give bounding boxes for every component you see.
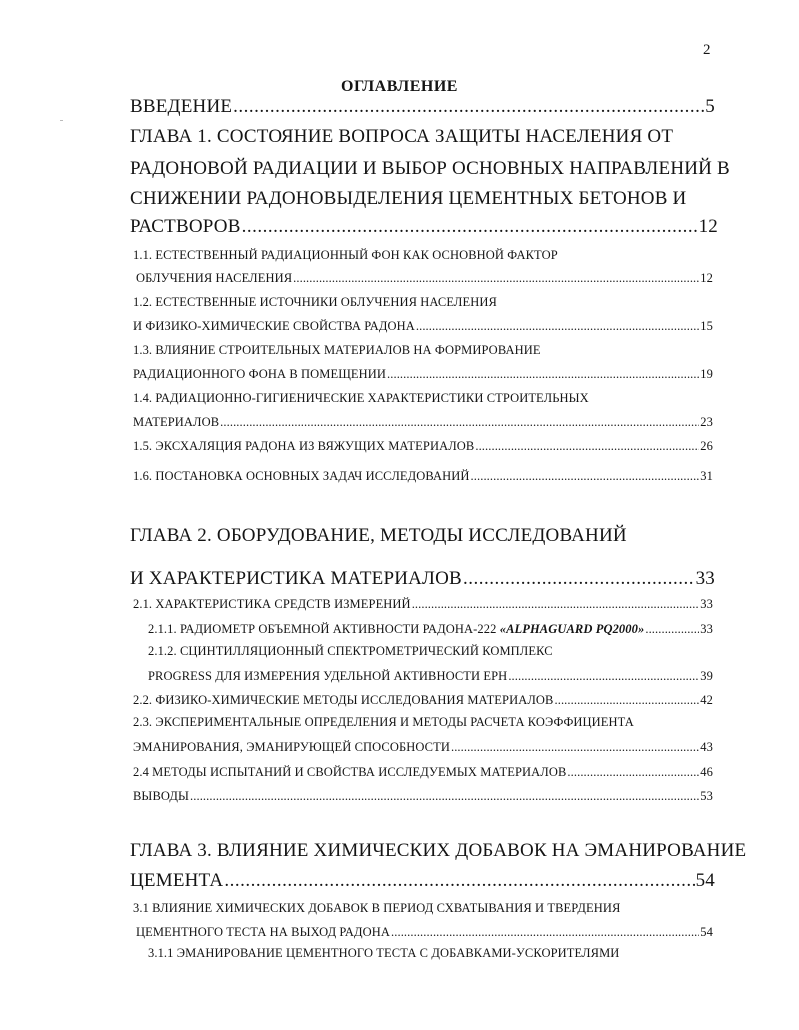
section-1-4-line-1[interactable]: 1.4. РАДИАЦИОННО-ГИГИЕНИЧЕСКИЕ ХАРАКТЕРИСТИКИ СТРОИТЕЛЬНЫХ (133, 391, 589, 405)
chapter-1-heading-line-3[interactable]: СНИЖЕНИИ РАДОНОВЫДЕЛЕНИЯ ЦЕМЕНТНЫХ БЕТОНОВ И (130, 188, 687, 209)
toc-entry-2-1-1[interactable] (148, 619, 713, 637)
toc-entry-text: 2.1. ХАРАКТЕРИСТИКА СРЕДСТВ ИЗМЕРЕНИЙ (133, 597, 411, 611)
leader-dots (387, 367, 699, 382)
section-3-1-1-line-1[interactable]: 3.1.1 ЭМАНИРОВАНИЕ ЦЕМЕНТНОГО ТЕСТА С ДОБАВКАМИ-УСКОРИТЕЛЯМИ (148, 946, 620, 960)
toc-entry-2-2[interactable] (133, 690, 713, 708)
toc-page-ref: 43 (700, 740, 713, 754)
leader-dots (391, 925, 699, 940)
page-number: 2 (703, 42, 711, 58)
section-1-2-line-1[interactable]: 1.2. ЕСТЕСТВЕННЫЕ ИСТОЧНИКИ ОБЛУЧЕНИЯ НАСЕЛЕНИЯ (133, 295, 497, 309)
chapter-2-heading-line-1[interactable]: ГЛАВА 2. ОБОРУДОВАНИЕ, МЕТОДЫ ИССЛЕДОВАНИЙ (130, 525, 627, 546)
toc-entry-text-main: 2.1.1. РАДИОМЕТР ОБЪЕМНОЙ АКТИВНОСТИ РАДОНА-222 (148, 622, 500, 636)
toc-entry-2-3[interactable] (133, 737, 713, 755)
toc-title: ОГЛАВЛЕНИЕ (341, 78, 458, 95)
toc-entry-1-3[interactable] (133, 364, 713, 382)
toc-page-ref: 39 (700, 669, 713, 683)
toc-entry-text: И ФИЗИКО-ХИМИЧЕСКИЕ СВОЙСТВА РАДОНА (133, 319, 415, 333)
leader-dots (190, 789, 699, 804)
leader-dots (293, 271, 699, 286)
toc-entry-text: ЦЕМЕНТА (130, 870, 224, 891)
toc-entry-text: ЭМАНИРОВАНИЯ, ЭМАНИРУЮЩЕЙ СПОСОБНОСТИ (133, 740, 450, 754)
toc-entry-text: МАТЕРИАЛОВ (133, 415, 220, 429)
scan-speck (60, 120, 63, 121)
leader-dots (224, 870, 694, 892)
toc-entry-text: ВЫВОДЫ (133, 789, 190, 803)
toc-page-ref: 12 (700, 271, 713, 285)
toc-page-ref: 19 (700, 367, 713, 381)
toc-entry-text: ВВЕДЕНИЕ (130, 96, 233, 117)
toc-entry-3-1[interactable] (136, 922, 713, 940)
toc-entry-text: РАДИАЦИОННОГО ФОНА В ПОМЕЩЕНИИ (133, 367, 387, 381)
toc-entry-2-1[interactable] (133, 594, 713, 612)
leader-dots (242, 216, 698, 238)
toc-entry-1-6[interactable] (133, 466, 713, 484)
toc-entry-text: 1.6. ПОСТАНОВКА ОСНОВНЫХ ЗАДАЧ ИССЛЕДОВАНИЙ (133, 469, 470, 483)
toc-entry-chapter-2[interactable] (130, 564, 715, 590)
toc-entry-chapter-1[interactable] (130, 212, 718, 238)
toc-entry-text: 1.5. ЭКСХАЛЯЦИЯ РАДОНА ИЗ ВЯЖУЩИХ МАТЕРИАЛОВ (133, 439, 475, 453)
toc-entry-1-2[interactable] (133, 316, 713, 334)
toc-page-ref: 33 (700, 622, 713, 636)
toc-page-ref: 53 (700, 789, 713, 803)
toc-entry-text (148, 622, 644, 637)
toc-entry-text: PROGRESS ДЛЯ ИЗМЕРЕНИЯ УДЕЛЬНОЙ АКТИВНОСТИ ЕРН (148, 669, 508, 683)
section-1-3-line-1[interactable]: 1.3. ВЛИЯНИЕ СТРОИТЕЛЬНЫХ МАТЕРИАЛОВ НА ФОРМИРОВАНИЕ (133, 343, 541, 357)
section-2-3-line-1[interactable]: 2.3. ЭКСПЕРИМЕНТАЛЬНЫЕ ОПРЕДЕЛЕНИЯ И МЕТОДЫ РАСЧЕТА КОЭФФИЦИЕНТА (133, 715, 634, 729)
toc-page-ref: 31 (700, 469, 713, 483)
section-3-1-line-1[interactable]: 3.1 ВЛИЯНИЕ ХИМИЧЕСКИХ ДОБАВОК В ПЕРИОД СХВАТЫВАНИЯ И ТВЕРДЕНИЯ (133, 901, 621, 915)
leader-dots (416, 319, 699, 334)
leader-dots (471, 469, 700, 484)
toc-page-ref: 15 (700, 319, 713, 333)
leader-dots (220, 415, 699, 430)
toc-entry-2-1-2[interactable] (148, 666, 713, 684)
leader-dots (645, 622, 699, 637)
section-1-1-line-1[interactable]: 1.1. ЕСТЕСТВЕННЫЙ РАДИАЦИОННЫЙ ФОН КАК ОСНОВНОЙ ФАКТОР (133, 248, 558, 262)
toc-page-ref: 42 (700, 693, 713, 707)
leader-dots (412, 597, 700, 612)
chapter-3-heading-line-1[interactable]: ГЛАВА 3. ВЛИЯНИЕ ХИМИЧЕСКИХ ДОБАВОК НА ЭМАНИРОВАНИЕ (130, 840, 747, 861)
toc-entry-chapter-3[interactable] (130, 866, 715, 892)
toc-entry-1-1[interactable] (136, 268, 713, 286)
toc-page-ref: 33 (695, 568, 715, 589)
toc-entry-conclusions[interactable] (133, 786, 713, 804)
toc-page-ref: 33 (700, 597, 713, 611)
toc-page-ref: 54 (695, 870, 715, 891)
toc-entry-text: ЦЕМЕНТНОГО ТЕСТА НА ВЫХОД РАДОНА (136, 925, 391, 939)
toc-entry-text: РАСТВОРОВ (130, 216, 241, 237)
leader-dots (475, 439, 699, 454)
toc-entry-text: И ХАРАКТЕРИСТИКА МАТЕРИАЛОВ (130, 568, 462, 589)
toc-page-ref: 12 (698, 216, 718, 237)
toc-entry-intro[interactable] (130, 92, 715, 118)
leader-dots (508, 669, 699, 684)
chapter-1-heading-line-1[interactable]: ГЛАВА 1. СОСТОЯНИЕ ВОПРОСА ЗАЩИТЫ НАСЕЛЕНИЯ ОТ (130, 126, 674, 147)
chapter-1-heading-line-2[interactable]: РАДОНОВОЙ РАДИАЦИИ И ВЫБОР ОСНОВНЫХ НАПРАВЛЕНИЙ В (130, 158, 730, 179)
leader-dots (555, 693, 700, 708)
toc-entry-text: 2.2. ФИЗИКО-ХИМИЧЕСКИЕ МЕТОДЫ ИССЛЕДОВАНИЯ МАТЕРИАЛОВ (133, 693, 554, 707)
toc-page-ref: 5 (705, 96, 715, 117)
toc-entry-text: 2.4 МЕТОДЫ ИСПЫТАНИЙ И СВОЙСТВА ИССЛЕДУЕМЫХ МАТЕРИАЛОВ (133, 765, 567, 779)
toc-entry-1-5[interactable] (133, 436, 713, 454)
leader-dots (233, 96, 704, 118)
toc-entry-1-4[interactable] (133, 412, 713, 430)
leader-dots (463, 568, 695, 590)
device-name: «ALPHAGUARD PQ2000» (499, 622, 645, 636)
toc-page-ref: 23 (700, 415, 713, 429)
section-2-1-2-line-1[interactable]: 2.1.2. СЦИНТИЛЛЯЦИОННЫЙ СПЕКТРОМЕТРИЧЕСКИЙ КОМПЛЕКС (148, 644, 553, 658)
leader-dots (451, 740, 699, 755)
toc-entry-text: ОБЛУЧЕНИЯ НАСЕЛЕНИЯ (136, 271, 293, 285)
leader-dots (567, 765, 699, 780)
toc-entry-2-4[interactable] (133, 762, 713, 780)
toc-page-ref: 46 (700, 765, 713, 779)
toc-page-ref: 26 (700, 439, 713, 453)
toc-page-ref: 54 (700, 925, 713, 939)
